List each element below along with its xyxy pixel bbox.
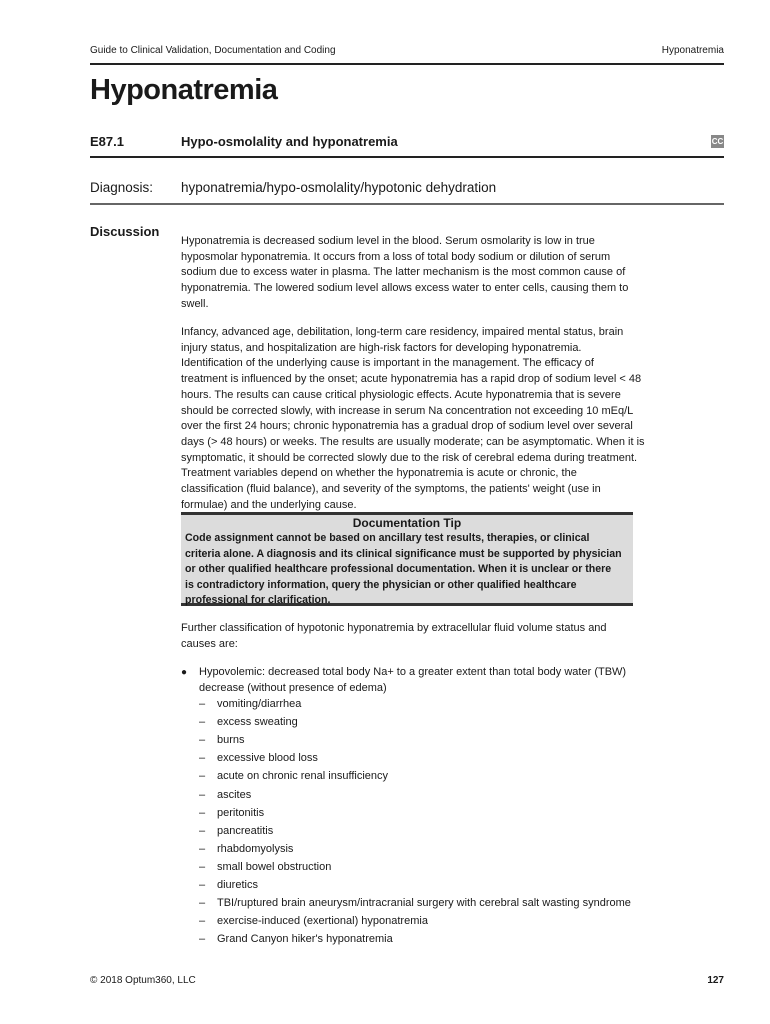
- dash-icon: –: [199, 860, 206, 873]
- dash-icon: –: [199, 933, 206, 946]
- sub-item-text: TBI/ruptured brain aneurysm/intracranial surgery with cerebral salt wasting syndrome: [217, 897, 631, 910]
- further-paragraph: [181, 621, 607, 652]
- sub-item-text: peritonitis: [217, 806, 265, 819]
- line: Identification of the underlying cause is important in the management. The efficacy of: [181, 357, 594, 370]
- sub-list-item: [199, 879, 258, 891]
- sub-item-text: excess sweating: [217, 716, 298, 729]
- tip-line: Code assignment cannot be based on ancillary test results, therapies, or clinical: [185, 532, 590, 545]
- line: Further classification of hypotonic hyponatremia by extracellular fluid volume status and: [181, 622, 607, 634]
- paragraph-2: [181, 325, 645, 513]
- dash-icon: –: [199, 806, 206, 819]
- sub-list-item: [199, 915, 428, 927]
- sub-list-item: [199, 716, 298, 728]
- line: Treatment variables depend on whether the hyponatremia is acute or chronic, the: [181, 467, 577, 480]
- sub-item-text: rhabdomyolysis: [217, 842, 294, 855]
- sub-list-item: [199, 698, 301, 710]
- page-title: Hyponatremia: [90, 74, 278, 106]
- line: symptomatic, it should be corrected slowly due to the risk of cerebral edema during treatment.: [181, 451, 638, 464]
- sub-list-item: [199, 897, 631, 909]
- line: treatment is influenced by the onset; acute hyponatremia has a rapid drop of sodium level < 48: [181, 373, 642, 386]
- tip-line: is contradictory information, query the physician or other qualified healthcare: [185, 578, 577, 591]
- sub-item-text: burns: [217, 734, 245, 747]
- sub-list-item: [199, 825, 273, 837]
- footer-copyright: © 2018 Optum360, LLC: [90, 975, 196, 986]
- running-header-right: Hyponatremia: [661, 45, 724, 56]
- sub-list-item: [199, 843, 293, 855]
- dash-icon: –: [199, 897, 206, 910]
- tip-line: or other qualified healthcare professional documentation. When it is unclear or there: [185, 563, 612, 576]
- line: hyponatremia. The lowered sodium level allows excess water to enter cells, causing them to: [181, 282, 629, 295]
- code-rule: [90, 156, 724, 158]
- sub-item-text: acute on chronic renal insufficiency: [217, 770, 389, 783]
- sub-item-text: ascites: [217, 788, 252, 801]
- line: classification (fluid balance), and severity of the symptoms, the patients' weight (use in: [181, 483, 601, 496]
- sub-list-item: [199, 734, 245, 746]
- paragraph-1: [181, 234, 628, 313]
- line: causes are:: [181, 637, 238, 650]
- dash-icon: –: [199, 879, 206, 891]
- line: swell.: [181, 297, 209, 310]
- dash-icon: –: [199, 842, 206, 855]
- sub-list-item: [199, 752, 318, 764]
- bullet-icon: ●: [181, 667, 188, 678]
- line: hyposmolar hyponatremia. It occurs from a loss of total body sodium or dilution of serum: [181, 250, 611, 263]
- line: Hyponatremia is decreased sodium level in the blood. Serum osmolarity is low in true: [181, 235, 595, 247]
- sub-item-text: diuretics: [217, 879, 258, 891]
- tip-title: Documentation Tip: [352, 516, 462, 530]
- header-rule: [90, 63, 724, 65]
- dash-icon: –: [199, 752, 206, 765]
- sub-list-item: [199, 789, 251, 801]
- line: Hypovolemic: decreased total body Na+ to a greater extent than total body water (TBW): [199, 666, 627, 678]
- sub-list-item: [199, 770, 388, 782]
- diagnosis-rule: [90, 203, 724, 205]
- page-number: 127: [707, 975, 724, 986]
- sub-item-text: pancreatitis: [217, 824, 274, 837]
- documentation-tip-box: [181, 512, 633, 606]
- bullet-hypovolemic: [181, 665, 626, 696]
- line: sodium due to excess water in plasma. The latter mechanism is the most common cause of: [181, 266, 626, 279]
- line: hours. The results can cause critical physiologic effects. Acute hyponatremia that is severe: [181, 388, 621, 401]
- sub-item-text: Grand Canyon hiker's hyponatremia: [217, 933, 393, 946]
- dash-icon: –: [199, 915, 206, 928]
- dash-icon: –: [199, 788, 206, 801]
- discussion-heading: Discussion: [90, 224, 160, 239]
- sub-item-text: small bowel obstruction: [217, 860, 332, 873]
- dash-icon: –: [199, 824, 206, 837]
- cc-badge: CC: [711, 137, 724, 146]
- line: days (> 48 hours) or weeks. The results are usually moderate; can be asymptomatic. When it is: [181, 435, 645, 448]
- dash-icon: –: [199, 716, 206, 729]
- sub-item-text: exercise-induced (exertional) hyponatremia: [217, 915, 428, 928]
- line: decrease (without presence of edema): [199, 681, 387, 694]
- running-header-left: Guide to Clinical Validation, Documentation and Coding: [90, 45, 336, 56]
- line: formulae) and the underlying cause.: [181, 498, 357, 511]
- tip-line: professional for clarification.: [185, 594, 331, 607]
- sub-list-item: [199, 933, 393, 945]
- sub-list-item: [199, 861, 331, 873]
- sub-item-text: vomiting/diarrhea: [217, 698, 302, 710]
- code-description: Hypo-osmolality and hyponatremia: [181, 134, 398, 149]
- dash-icon: –: [199, 698, 206, 710]
- line: should be corrected slowly, with increase in serum Na concentration not exceeding 10 mEq/L: [181, 404, 634, 417]
- dash-icon: –: [199, 770, 206, 783]
- diagnosis-value: hyponatremia/hypo-osmolality/hypotonic dehydration: [181, 180, 497, 195]
- tip-line: criteria alone. A diagnosis and its clinical significance must be supported by physician: [185, 547, 622, 560]
- sub-item-text: excessive blood loss: [217, 752, 318, 765]
- line: over the first 24 hours; chronic hyponatremia has a gradual drop of sodium level over several: [181, 420, 633, 433]
- diagnosis-label: Diagnosis:: [90, 180, 154, 195]
- dash-icon: –: [199, 734, 206, 747]
- code-number: E87.1: [90, 134, 124, 149]
- sub-list-item: [199, 807, 264, 819]
- line: injury status, and hospitalization are high-risk factors for developing hyponatremia.: [181, 341, 582, 354]
- line: Infancy, advanced age, debilitation, long-term care residency, impaired mental status, brain: [181, 326, 624, 338]
